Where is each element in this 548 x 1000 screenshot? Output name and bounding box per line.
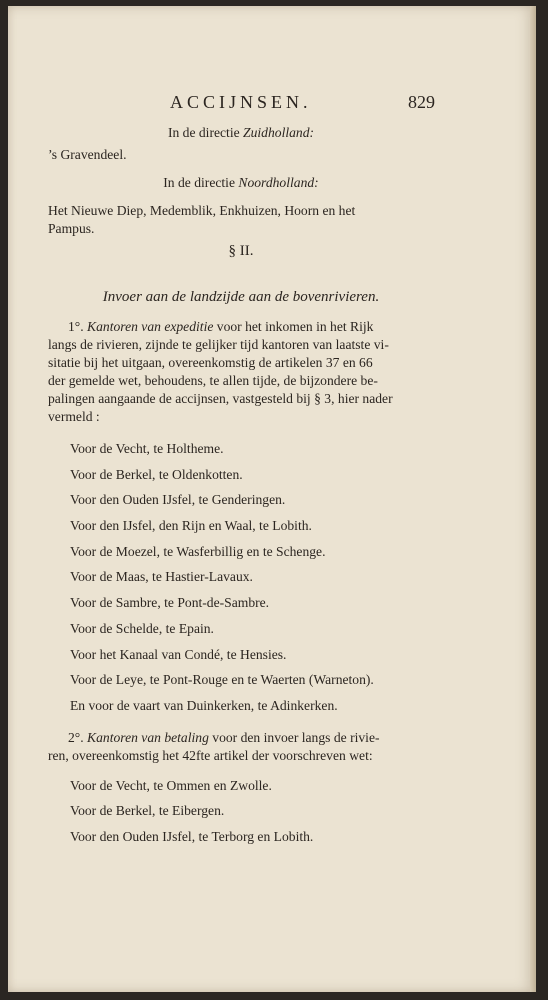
list-item: Voor de Leye, te Pont-Rouge en te Waerten (Warneton). [70, 672, 374, 688]
list-item: En voor de vaart van Duinkerken, te Adinkerken. [70, 697, 338, 713]
paragraph-expeditie: 1°. Kantoren van expeditie voor het inkomen in het Rijk langs de rivieren, zijnde te gelijker tijd kantoren van laatste vi- sitatie bij het uitgaan, overeenkomstig de artikelen 37 en 66 der gemelde wet, behoudens, te allen tijde, de bijzondere be- palingen aangaande de accijnsen, vastgesteld bij § 3, hier nader vermeld : [48, 318, 434, 426]
list-item: Voor den IJsfel, den Rijn en Waal, te Lobith. [70, 518, 312, 534]
page-header [8, 92, 536, 114]
list-item: Voor de Moezel, te Wasferbillig en te Schenge. [70, 543, 326, 559]
directie-zuidholland-heading: In de directie Zuidholland: [167, 125, 315, 140]
list-item: Voor de Maas, te Hastier-Lavaux. [70, 569, 253, 585]
paragraph-betaling-line1: 2°. Kantoren van betaling voor den invoer langs de rivie- [68, 729, 380, 745]
list-item: Voor de Schelde, te Epain. [70, 620, 214, 636]
page-number: 829 [408, 92, 435, 112]
noordholland-places-line2: Pampus. [48, 221, 95, 236]
list-item: Voor den Ouden IJsfel, te Genderingen. [70, 492, 286, 508]
zuidholland-place: ’s Gravendeel. [48, 147, 127, 162]
betaling-list [48, 777, 434, 846]
list-item: Voor de Berkel, te Eibergen. [70, 803, 225, 819]
page-body [48, 124, 434, 854]
list-item: Voor de Vecht, te Holtheme. [70, 441, 224, 456]
paragraph-betaling: 2°. Kantoren van betaling voor den invoer langs de rivie- ren, overeenkomstig het 42fte artikel der voorschreven wet: [48, 729, 434, 765]
expeditie-list [48, 440, 434, 715]
list-item: Voor de Vecht, te Ommen en Zwolle. [70, 777, 272, 793]
noordholland-places-line1: Het Nieuwe Diep, Medemblik, Enkhuizen, Hoorn en het [48, 203, 356, 218]
section-heading: Invoer aan de landzijde aan de bovenrivieren. [102, 289, 380, 305]
list-item: Voor het Kanaal van Condé, te Hensies. [70, 646, 287, 662]
directie-noordholland-heading: In de directie Noordholland: [163, 175, 319, 190]
page-edge [530, 6, 536, 992]
book-page [8, 6, 536, 992]
list-item: Voor de Sambre, te Pont-de-Sambre. [70, 595, 270, 611]
list-item: Voor den Ouden IJsfel, te Terborg en Lobith. [70, 828, 314, 844]
paragraph-expeditie-line1: 1°. Kantoren van expeditie voor het inkomen in het Rijk [68, 319, 374, 334]
running-title: ACCIJNSEN. [170, 92, 312, 112]
list-item: Voor de Berkel, te Oldenkotten. [70, 466, 243, 482]
section-mark: § II. [228, 243, 254, 259]
